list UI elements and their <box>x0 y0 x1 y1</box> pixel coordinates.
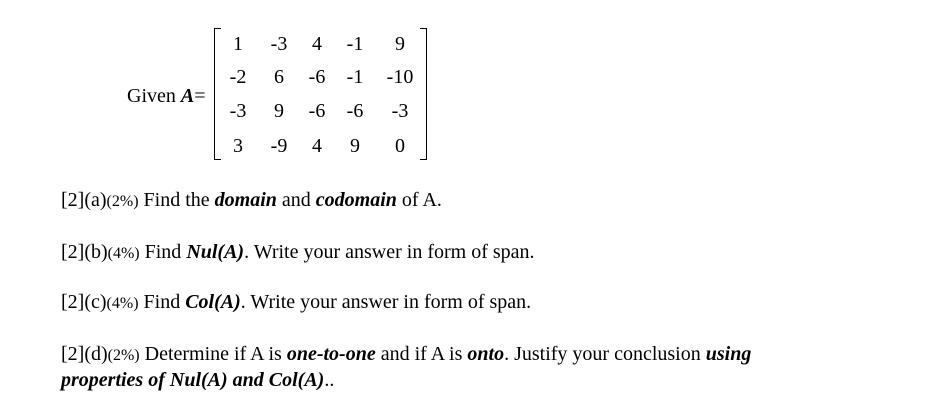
question-c-text-1: Find <box>138 291 186 313</box>
matrix-cell-r3c3: -6 <box>308 100 326 122</box>
matrix-cell-r1c5: 9 <box>395 33 405 55</box>
matrix-cell-r2c2: 6 <box>274 66 284 88</box>
question-b <box>61 240 535 266</box>
matrix-cell-r2c3: -6 <box>308 66 326 88</box>
question-c <box>61 290 531 316</box>
question-c-tag: [2](c) <box>61 291 107 313</box>
question-c-emphasis-1: Col(A) <box>185 291 241 313</box>
matrix-cell-r4c2: -9 <box>270 135 288 157</box>
question-b-text-1: Find <box>139 241 187 263</box>
matrix-cell-r3c4: -6 <box>346 100 364 122</box>
question-b-tag: [2](b) <box>61 241 108 263</box>
question-b-text-2: . Write your answer in form of span. <box>244 241 535 263</box>
matrix-cell-r2c1: -2 <box>229 66 247 88</box>
question-b-percent: (4%) <box>107 245 140 262</box>
question-d-emphasis-2: onto <box>467 343 505 365</box>
question-a <box>61 188 442 214</box>
given-prefix: Given <box>127 85 181 107</box>
matrix-cell-r4c5: 0 <box>395 135 405 157</box>
question-d-text-3: . Justify your conclusion <box>504 343 706 365</box>
matrix-cell-r2c5: -10 <box>386 66 414 88</box>
matrix-right-bracket <box>420 28 427 160</box>
question-a-tag: [2](a) <box>61 189 107 211</box>
matrix-cell-r3c2: 9 <box>274 100 284 122</box>
matrix-cell-r4c1: 3 <box>233 135 243 157</box>
question-d-tag: [2](d) <box>61 343 108 365</box>
question-d-emphasis-1: one-to-one <box>286 343 376 365</box>
matrix-cell-r3c1: -3 <box>229 100 247 122</box>
matrix-cell-r3c5: -3 <box>391 100 409 122</box>
question-a-emphasis-1: domain <box>214 189 277 211</box>
matrix-cell-r1c4: -1 <box>346 33 364 55</box>
question-a-percent: (2%) <box>106 193 139 210</box>
question-b-emphasis-1: Nul(A) <box>186 241 245 263</box>
matrix-cell-r4c4: 9 <box>350 135 360 157</box>
question-d-line2-emphasis: properties of Nul(A) and Col(A) <box>61 369 325 391</box>
question-c-percent: (4%) <box>106 295 139 312</box>
question-a-text-2: and <box>276 189 316 211</box>
question-d-emphasis-3: using <box>705 343 752 365</box>
question-a-text-1: Find the <box>138 189 215 211</box>
given-label <box>127 84 206 108</box>
question-c-text-2: . Write your answer in form of span. <box>240 291 532 313</box>
question-a-text-3: of A. <box>396 189 442 211</box>
matrix-variable: A <box>180 85 195 107</box>
question-d-text-1: Determine if A is <box>139 343 287 365</box>
matrix-cell-r1c2: -3 <box>270 33 288 55</box>
equals-sign: = <box>194 85 206 107</box>
question-d-line2-tail: .. <box>324 369 335 391</box>
question-d-continuation <box>61 368 334 392</box>
matrix-cell-r4c3: 4 <box>312 135 322 157</box>
question-d-text-2: and if A is <box>375 343 468 365</box>
question-a-emphasis-2: codomain <box>315 189 397 211</box>
matrix-cell-r1c1: 1 <box>233 33 243 55</box>
question-d-percent: (2%) <box>107 347 140 364</box>
matrix-cell-r1c3: 4 <box>312 33 322 55</box>
question-d <box>61 342 751 368</box>
matrix-cell-r2c4: -1 <box>346 66 364 88</box>
